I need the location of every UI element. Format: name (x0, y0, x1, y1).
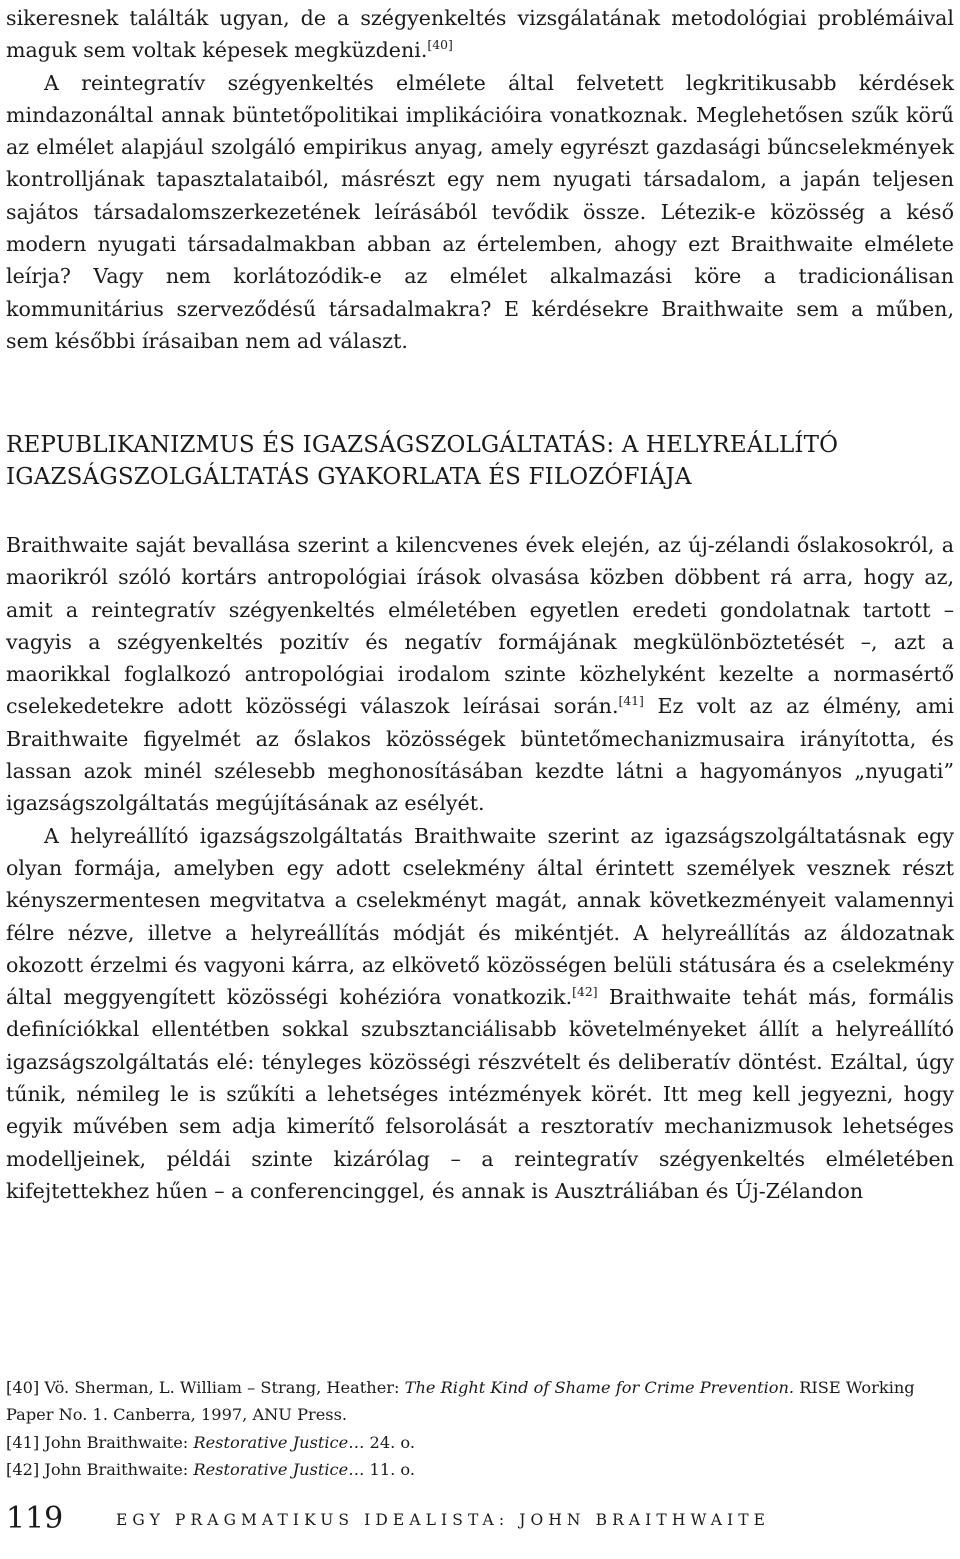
footnote-text: 24. o. (364, 1432, 416, 1452)
running-head: EGY PRAGMATIKUS IDEALISTA: JOHN BRAITHWAITE (116, 1511, 771, 1529)
paragraph-continued (6, 2, 954, 67)
paragraph-text: Braithwaite saját bevallása szerint a kilencvenes évek elején, az új-zélandi őslakosokról, a maorikról szóló kortárs antropológiai írások olvasása közben döbbent rá arra, hogy az, amit a reintegratív szégyenkeltés elméletében egyetlen eredeti gondolatnak tartott – vagyis a szégyenkeltés pozitív és negatív formájának megkülönböztetését –, azt a maorikkal foglalkozó antropológiai irodalom szinte közhelyként kezelte a normasértő cselekedetekre adott közösségi válaszok leírásai során. (6, 533, 954, 719)
paragraph-text: Ez volt az az élmény, ami Braithwaite figyelmét az őslakos közösségek büntetőmechanizmusaira irányította, és lassan azok minél szélesebb meghonosításában kezdte látni a hagyományos „nyugati” igazságszolgáltatás megújításának az esélyét. (6, 694, 954, 816)
footnote-ref-40: [40] (427, 38, 453, 53)
section-heading (6, 429, 954, 493)
footnote-text: John Braithwaite: (39, 1460, 194, 1480)
footnote-text: RISE Working Paper No. 1. Canberra, 1997, ANU Press. (6, 1378, 915, 1425)
footnote-41 (6, 1429, 954, 1456)
footnote-text: 11. o. (364, 1460, 416, 1480)
footnote-marker: [40] (6, 1378, 40, 1397)
footnote-marker: [41] (6, 1432, 40, 1452)
section-heading-line-1: REPUBLIKANIZMUS ÉS IGAZSÁGSZOLGÁLTATÁS: A HELYREÁLLÍTÓ (6, 432, 839, 458)
page-footer (6, 1499, 954, 1539)
footnote-text: Vö. Sherman, L. William – Strang, Heather: (39, 1378, 405, 1397)
footnote-ref-42: [42] (572, 985, 598, 1000)
footnote-title: Restorative Justice… (193, 1460, 365, 1480)
footnote-title: Restorative Justice… (193, 1432, 365, 1452)
paragraph-maori (6, 529, 954, 820)
paragraph-critique: A reintegratív szégyenkeltés elmélete által felvetett legkritikusabb kérdések mindazonáltal annak büntetőpolitikai implikációira vonatkoznak. Meglehetősen szűk körű az elmélet alapjául szolgáló empirikus anyag, amely egyrészt gazdasági bűncselekmények kontrolljának tapasztalataiból, másrészt egy nem nyugati társadalom, a japán teljesen sajátos társadalomszerkezetének leírásából tevődik össze. Létezik-e közösség a késő modern nyugati társadalmakban abban az értelemben, ahogy ezt Braithwaite elmélete leírja? Vagy nem korlátozódik-e az elmélet alkalmazási köre a tradicionálisan kommunitárius szerveződésű társadalmakra? E kérdésekre Braithwaite sem a műben, sem későbbi írásaiban nem ad választ. (6, 70, 954, 353)
section-body (6, 529, 954, 1207)
footnote-ref-41: [41] (618, 694, 644, 709)
paragraph-text: sikeresnek találták ugyan, de a szégyenkeltés vizsgálatának metodológiai problémáival maguk sem voltak képesek megküzdeni. (6, 6, 954, 63)
footnote-divider (6, 1352, 166, 1353)
footnote-marker: [42] (6, 1460, 40, 1480)
section-heading-line-2: IGAZSÁGSZOLGÁLTATÁS GYAKORLATA ÉS FILOZÓFIÁJA (6, 464, 692, 490)
paragraph-restorative-justice (6, 820, 954, 1208)
footnotes (6, 1374, 954, 1484)
footnote-40 (6, 1374, 954, 1429)
footnote-title: The Right Kind of Shame for Crime Prevention. (404, 1378, 795, 1397)
footnote-text: John Braithwaite: (39, 1432, 194, 1452)
continued-text-block (6, 2, 954, 357)
footnote-42 (6, 1456, 954, 1483)
paragraph-text: A helyreállító igazságszolgáltatás Braithwaite szerint az igazságszolgáltatásnak egy olyan formája, amelyben egy adott cselekmény által érintett személyek vesznek részt kényszermentesen megvitatva a cselekményt magát, annak következményeit valamennyi félre nézve, illetve a helyreállítás módját és mikéntjét. A helyreállítás az áldozatnak okozott érzelmi és vagyoni kárra, az elkövető közösségen belüli státusára és a cselekmény által meggyengített közösségi kohézióra vonatkozik. (6, 823, 954, 1010)
page-number: 119 (6, 1501, 64, 1536)
paragraph-text: Braithwaite tehát más, formális definíciókkal ellentétben sokkal szubsztanciálisabb követelményeket állít a helyreállító igazságszolgáltatás elé: tényleges közösségi részvételt és deliberatív döntést. Ezáltal, úgy tűnik, némileg le is szűkíti a lehetséges intézmények körét. Itt meg kell jegyezni, hogy egyik művében sem adja kimerítő felsorolását a resztoratív mechanizmusok lehetséges modelljeinek, példái szinte kizárólag – a reintegratív szégyenkeltés elméletében kifejtettekhez hűen – a conferencinggel, és annak is Ausztráliában és Új-Zélandon (6, 985, 954, 1203)
